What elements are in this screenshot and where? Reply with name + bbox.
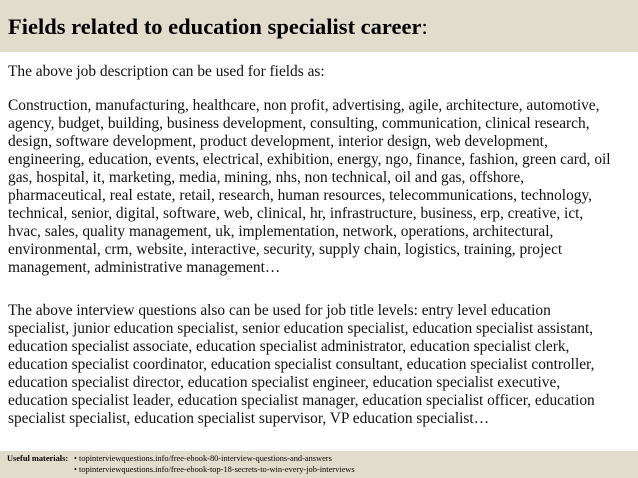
ebook-18-secrets-link[interactable]: • topinterviewquestions.info/free-ebook-top-18-secrets-to-win-every-job-interviews: [74, 465, 355, 474]
ebook-80-questions-link[interactable]: • topinterviewquestions.info/free-ebook-80-interview-questions-and-answers: [74, 454, 332, 463]
levels-line: education specialist leader, education specialist manager, education specialist officer, education: [8, 392, 595, 409]
fields-line: hvac, sales, quality management, uk, implementation, network, operations, architectural,: [8, 223, 554, 240]
page-title-text: Fields related to education specialist career: [8, 14, 422, 39]
fields-line: design, software development, product development, interior design, web development,: [8, 133, 548, 150]
job-levels-paragraph: [8, 302, 634, 428]
fields-line: gas, hospital, it, marketing, media, mining, nhs, non technical, oil and gas, offshore,: [8, 169, 525, 186]
fields-paragraph: [8, 97, 634, 277]
fields-line: engineering, education, events, electrical, exhibition, energy, ngo, finance, fashion, green card, oil: [8, 151, 611, 168]
levels-line: education specialist associate, education specialist administrator, education specialist clerk,: [8, 338, 570, 355]
useful-materials-label: Useful materials:: [7, 454, 69, 463]
fields-line: agency, budget, building, business development, consulting, communication, clinical research,: [8, 115, 590, 132]
levels-line: The above interview questions also can be used for job title levels: entry level education: [8, 302, 551, 319]
footer-bar: [0, 451, 638, 478]
page-title-colon: :: [421, 14, 428, 39]
title-banner: [0, 0, 638, 52]
fields-line: technical, senior, digital, software, web, clinical, hr, infrastructure, business, erp, creative, ict,: [8, 205, 584, 222]
useful-materials-links: [74, 453, 355, 475]
levels-line: specialist specialist, education specialist supervisor, VP education specialist…: [8, 410, 490, 427]
fields-line: environmental, crm, website, interactive, security, supply chain, logistics, training, project: [8, 241, 563, 258]
intro-sentence: The above job description can be used for fields as:: [8, 63, 325, 80]
fields-line: Construction, manufacturing, healthcare, non profit, advertising, agile, architecture, automotive,: [8, 97, 600, 114]
fields-line: pharmaceutical, real estate, retail, research, human resources, telecommunications, technology,: [8, 187, 593, 204]
levels-line: education specialist coordinator, education specialist consultant, education specialist controller,: [8, 356, 595, 373]
fields-line: management, administrative management…: [8, 259, 281, 276]
levels-line: specialist, junior education specialist, senior education specialist, education specialist assistant,: [8, 320, 594, 337]
page-title: [8, 14, 428, 40]
levels-line: education specialist director, education specialist engineer, education specialist executive,: [8, 374, 561, 391]
